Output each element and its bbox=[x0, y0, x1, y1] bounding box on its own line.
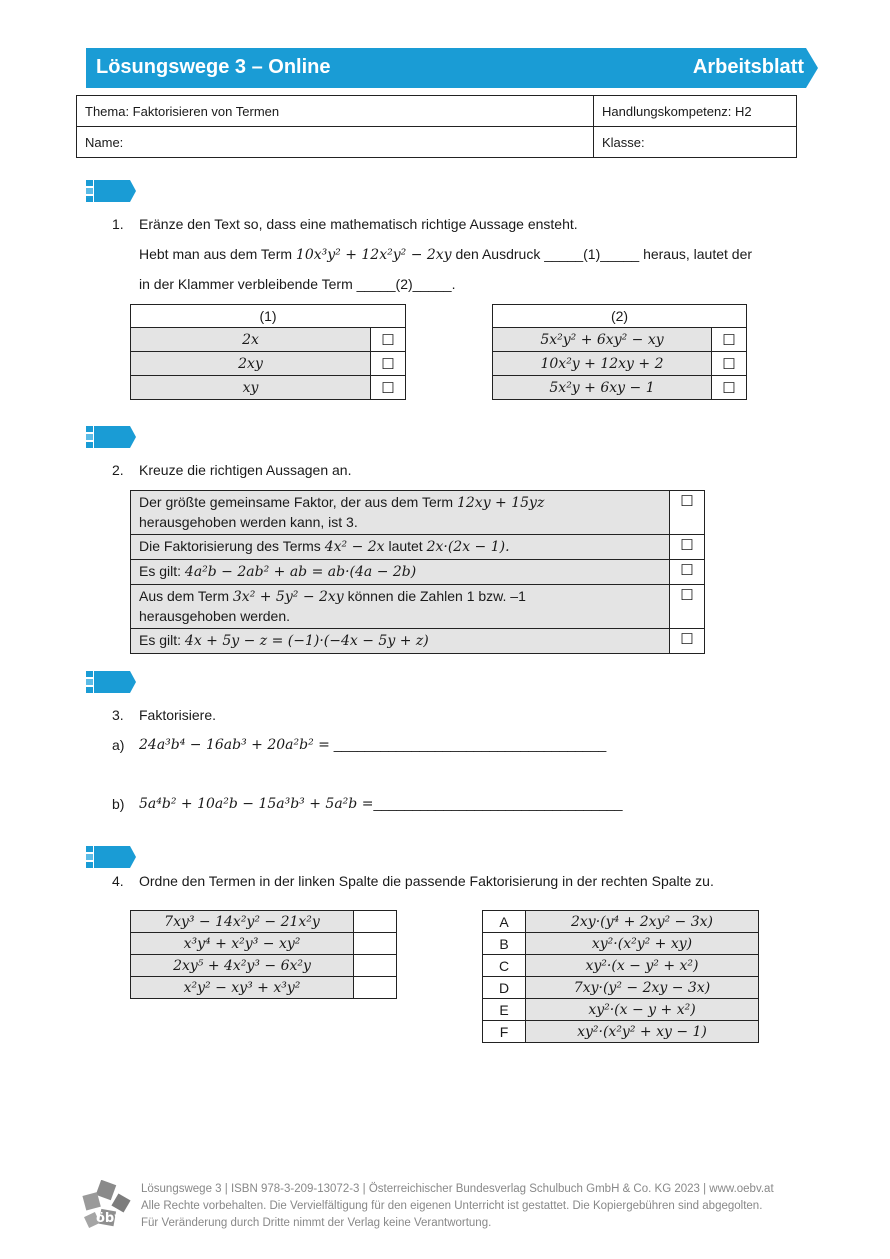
q4-term: x²y² − xy³ + x³y² bbox=[131, 977, 354, 999]
q1-sentence-line1 bbox=[139, 246, 752, 263]
footer-line-3: Für Veränderung durch Dritte nimmt der Verlag keine Verantwortung. bbox=[141, 1217, 492, 1229]
q4-answer-cell[interactable] bbox=[354, 933, 397, 955]
task-marker-1 bbox=[86, 180, 136, 202]
q4-option-term: xy²·(x²y² + xy) bbox=[526, 933, 759, 955]
q2-statement-text: Die Faktorisierung des Terms bbox=[139, 538, 321, 554]
q2-statements-table bbox=[130, 490, 705, 654]
q3-a-answer-line[interactable]: ___________________________________ bbox=[333, 736, 607, 752]
q1-table2-option: 5x²y + 6xy − 1 bbox=[493, 376, 712, 400]
q1-table1-option: xy bbox=[131, 376, 371, 400]
oebv-logo bbox=[80, 1180, 136, 1232]
q1-term: 10x³y² + 12x²y² − 2xy bbox=[295, 247, 452, 263]
q3-b-label: b) bbox=[112, 796, 125, 812]
series-title: Lösungswege 3 – Online bbox=[96, 56, 331, 78]
q2-statement-text: herausgehoben werden kann, ist 3. bbox=[139, 514, 358, 530]
q3-a-term: 24a³b⁴ − 16ab³ + 20a²b² = bbox=[139, 737, 330, 753]
q4-answer-cell[interactable] bbox=[354, 955, 397, 977]
q2-statement-text: Es gilt: bbox=[139, 632, 182, 648]
checkbox-q2-5[interactable]: ☐ bbox=[670, 629, 705, 654]
q1-sentence-line2: in der Klammer verbleibende Term _____(2)_____. bbox=[139, 276, 456, 292]
q1-table1-header: (1) bbox=[131, 305, 406, 328]
task-instruction-2: Kreuze die richtigen Aussagen an. bbox=[139, 462, 352, 478]
q4-option-row bbox=[483, 999, 759, 1021]
q1-text-b: den Ausdruck _____(1)_____ heraus, lautet der bbox=[455, 246, 753, 262]
task-number-3: 3. bbox=[112, 707, 124, 723]
task-marker-4 bbox=[86, 846, 136, 868]
q4-option-row bbox=[483, 1021, 759, 1043]
q4-option-row bbox=[483, 933, 759, 955]
q2-statement-term: 4a²b − 2ab² + ab = ab·(4a − 2b) bbox=[184, 564, 417, 580]
footer-line-1: Lösungswege 3 | ISBN 978-3-209-13072-3 | Österreichischer Bundesverlag Schulbuch GmbH & Co. KG 2023 | www.oebv.at bbox=[141, 1183, 774, 1195]
q2-row bbox=[131, 585, 705, 629]
q4-option-label: D bbox=[483, 977, 526, 999]
q4-answer-cell[interactable] bbox=[354, 977, 397, 999]
q4-term-row bbox=[131, 911, 397, 933]
q2-statement bbox=[131, 491, 670, 535]
q1-table1-option: 2x bbox=[131, 328, 371, 352]
q1-table1-option: 2xy bbox=[131, 352, 371, 376]
q4-factorizations-table bbox=[482, 910, 759, 1043]
task-instruction-1: Eränze den Text so, dass eine mathematisch richtige Aussage ensteht. bbox=[139, 216, 578, 232]
q4-option-term: xy²·(x − y² + x²) bbox=[526, 955, 759, 977]
q2-statement bbox=[131, 585, 670, 629]
q2-statement-term: 3x² + 5y² − 2xy bbox=[232, 589, 344, 605]
q2-row bbox=[131, 535, 705, 560]
checkbox-q2-3[interactable]: ☐ bbox=[670, 560, 705, 585]
q4-term: 7xy³ − 14x²y² − 21x²y bbox=[131, 911, 354, 933]
checkbox-q1-2b[interactable]: ☐ bbox=[712, 352, 747, 376]
q3-b-answer-line[interactable]: ________________________________ bbox=[373, 795, 623, 811]
q4-option-row bbox=[483, 955, 759, 977]
q1-table2-option: 10x²y + 12xy + 2 bbox=[493, 352, 712, 376]
q2-statement bbox=[131, 629, 670, 654]
task-marker-3 bbox=[86, 671, 136, 693]
q2-statement bbox=[131, 535, 670, 560]
q4-option-term: 2xy·(y⁴ + 2xy² − 3x) bbox=[526, 911, 759, 933]
checkbox-q1-2c[interactable]: ☐ bbox=[712, 376, 747, 400]
q4-option-term: 7xy·(y² − 2xy − 3x) bbox=[526, 977, 759, 999]
q1-options-table-1 bbox=[130, 304, 406, 400]
q2-statement-term: 12xy + 15yz bbox=[456, 495, 545, 511]
q4-answer-cell[interactable] bbox=[354, 911, 397, 933]
q4-option-label: E bbox=[483, 999, 526, 1021]
q2-statement-term: 4x + 5y − z = (−1)·(−4x − 5y + z) bbox=[184, 633, 429, 649]
q2-statement-text: Aus dem Term bbox=[139, 588, 229, 604]
task-number-2: 2. bbox=[112, 462, 124, 478]
task-instruction-4: Ordne den Termen in der linken Spalte die passende Faktorisierung in der rechten Spalte zu. bbox=[139, 873, 714, 889]
q4-term: 2xy⁵ + 4x²y³ − 6x²y bbox=[131, 955, 354, 977]
q2-row bbox=[131, 629, 705, 654]
task-number-1: 1. bbox=[112, 216, 124, 232]
q3-b-term: 5a⁴b² + 10a²b − 15a³b³ + 5a²b = bbox=[139, 796, 374, 812]
task-marker-2 bbox=[86, 426, 136, 448]
q1-text-a: Hebt man aus dem Term bbox=[139, 246, 293, 262]
competence-cell: Handlungskompetenz: H2 bbox=[594, 96, 797, 127]
q4-term-row bbox=[131, 955, 397, 977]
footer-line-2: Alle Rechte vorbehalten. Die Vervielfältigung für den eigenen Unterricht ist gestattet. Die Kopiergebühren sind abgegolten. bbox=[141, 1200, 763, 1212]
q3-b-row bbox=[139, 795, 623, 812]
q2-statement-text: herausgehoben werden. bbox=[139, 608, 291, 624]
class-field[interactable]: Klasse: bbox=[594, 127, 797, 158]
q4-option-label: A bbox=[483, 911, 526, 933]
q4-option-label: C bbox=[483, 955, 526, 977]
q4-option-row bbox=[483, 977, 759, 999]
q4-option-label: F bbox=[483, 1021, 526, 1043]
name-field[interactable]: Name: bbox=[77, 127, 594, 158]
checkbox-q1-1c[interactable]: ☐ bbox=[371, 376, 406, 400]
task-number-4: 4. bbox=[112, 873, 124, 889]
logo-text: öbv bbox=[96, 1211, 123, 1226]
q2-statement-term: 2x·(2x − 1). bbox=[426, 539, 510, 555]
q1-table2-option: 5x²y² + 6xy² − xy bbox=[493, 328, 712, 352]
q4-terms-table bbox=[130, 910, 397, 999]
q2-statement bbox=[131, 560, 670, 585]
q2-statement-term: 4x² − 2x bbox=[324, 539, 385, 555]
q2-row bbox=[131, 491, 705, 535]
checkbox-q1-1a[interactable]: ☐ bbox=[371, 328, 406, 352]
q4-term: x³y⁴ + x²y³ − xy² bbox=[131, 933, 354, 955]
q4-term-row bbox=[131, 977, 397, 999]
q2-statement-text: können die Zahlen 1 bzw. –1 bbox=[347, 588, 526, 604]
checkbox-q2-2[interactable]: ☐ bbox=[670, 535, 705, 560]
header-banner-arrow bbox=[806, 48, 818, 88]
q4-term-row bbox=[131, 933, 397, 955]
q4-option-row bbox=[483, 911, 759, 933]
q3-a-label: a) bbox=[112, 737, 125, 753]
q4-option-term: xy²·(x²y² + xy − 1) bbox=[526, 1021, 759, 1043]
q2-statement-text: lautet bbox=[388, 538, 423, 554]
checkbox-q1-2a[interactable]: ☐ bbox=[712, 328, 747, 352]
checkbox-q1-1b[interactable]: ☐ bbox=[371, 352, 406, 376]
footer-text bbox=[141, 1181, 774, 1232]
task-instruction-3: Faktorisiere. bbox=[139, 707, 217, 723]
q2-statement-text: Es gilt: bbox=[139, 563, 182, 579]
q1-options-table-2 bbox=[492, 304, 747, 400]
q4-option-label: B bbox=[483, 933, 526, 955]
q2-row bbox=[131, 560, 705, 585]
q2-statement-text: Der größte gemeinsame Faktor, der aus dem Term bbox=[139, 494, 454, 510]
checkbox-q2-1[interactable]: ☐ bbox=[670, 491, 705, 535]
q1-table2-header: (2) bbox=[493, 305, 747, 328]
q3-a-row bbox=[139, 736, 606, 753]
info-table bbox=[76, 95, 797, 158]
q4-option-term: xy²·(x − y + x²) bbox=[526, 999, 759, 1021]
worksheet-label: Arbeitsblatt bbox=[692, 56, 804, 78]
topic-cell: Thema: Faktorisieren von Termen bbox=[77, 96, 594, 127]
checkbox-q2-4[interactable]: ☐ bbox=[670, 585, 705, 629]
